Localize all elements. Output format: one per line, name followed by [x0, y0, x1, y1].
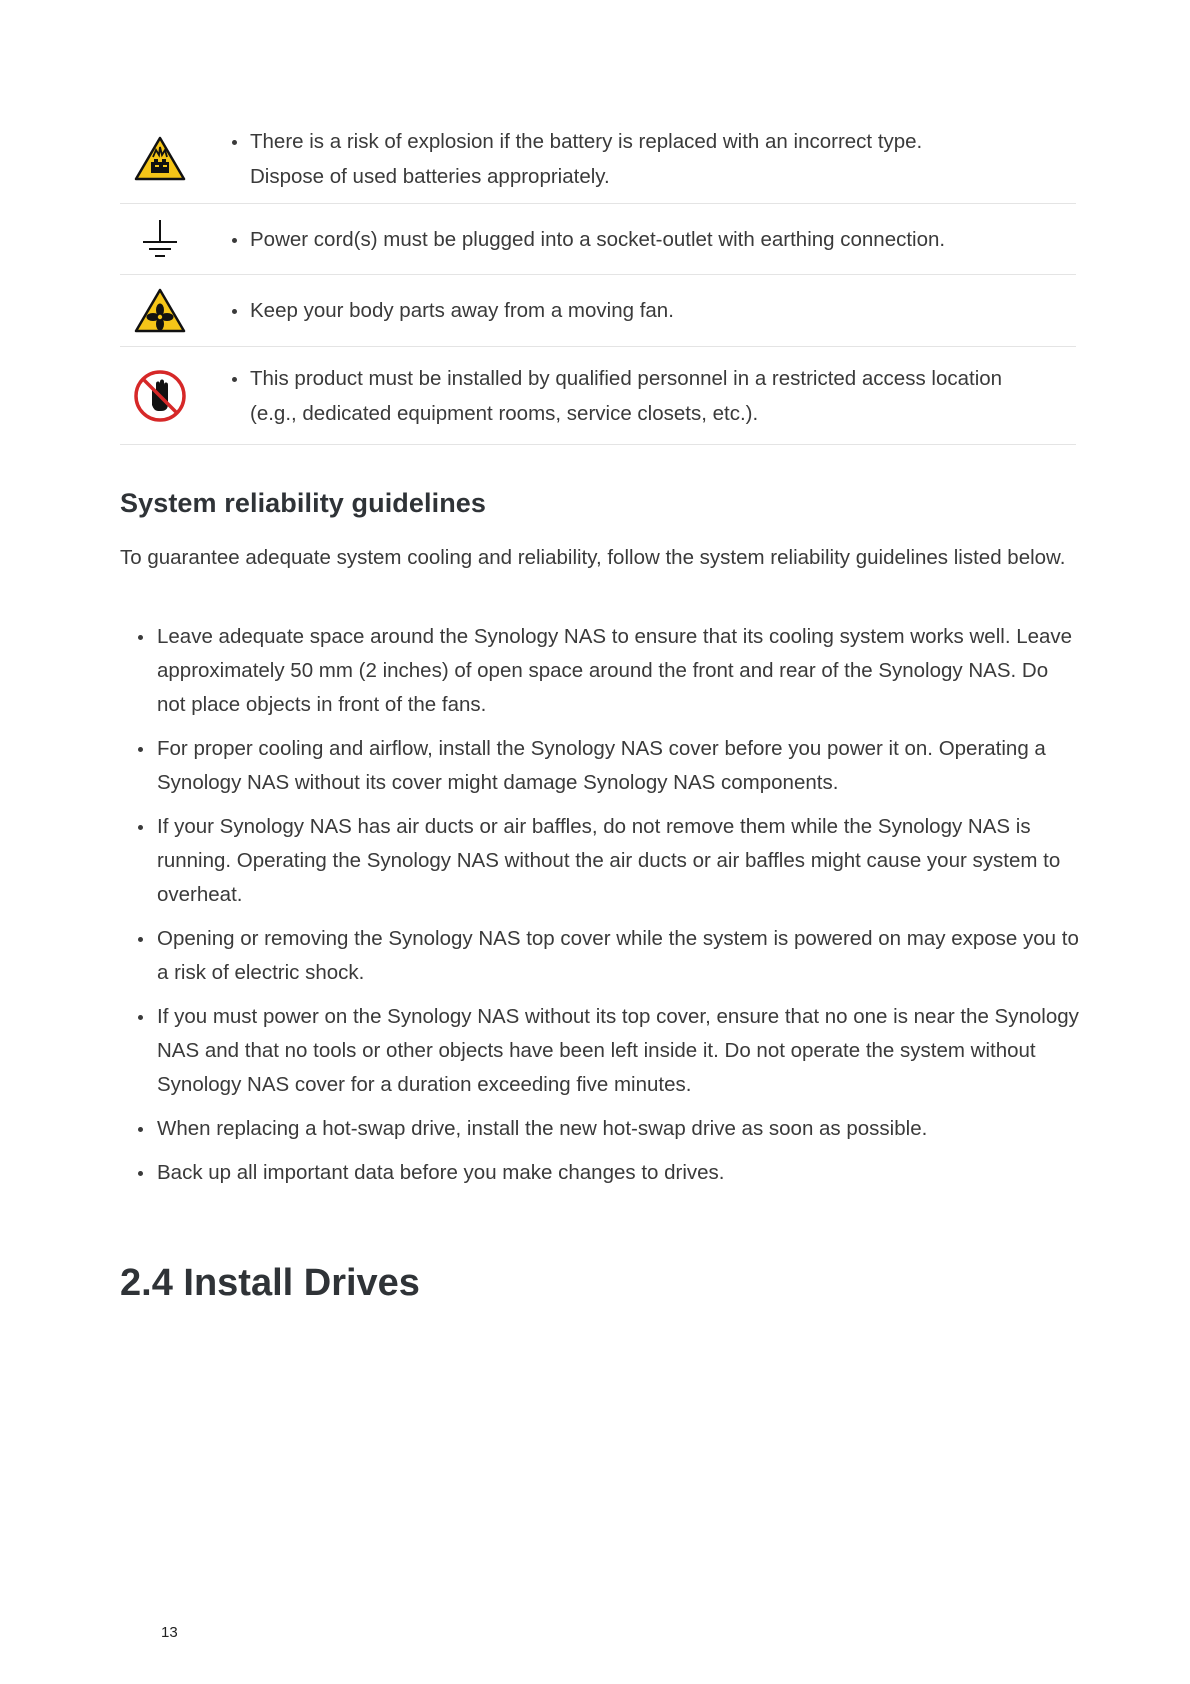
no-touch-restricted-icon: [120, 369, 200, 423]
list-item: If you must power on the Synology NAS without its top cover, ensure that no one is near the Synology NAS and that no tools or other objects have been left inside it. Do not operate the system without Synology NAS cover for a duration exceeding five minutes.: [120, 1000, 1080, 1102]
safety-item: [230, 222, 1076, 257]
safety-text: [200, 222, 1076, 257]
safety-line: Dispose of used batteries appropriately.: [250, 164, 610, 188]
list-item: Opening or removing the Synology NAS top cover while the system is powered on may expose you to a risk of electric shock.: [120, 922, 1080, 990]
safety-line: Keep your body parts away from a moving fan.: [250, 299, 674, 322]
safety-row-battery: [120, 114, 1076, 204]
safety-item: [230, 124, 1076, 194]
safety-line: (e.g., dedicated equipment rooms, service closets, etc.).: [250, 401, 759, 425]
list-item: Back up all important data before you make changes to drives.: [120, 1156, 1080, 1190]
safety-text: [200, 124, 1076, 194]
safety-item: [230, 293, 1076, 328]
safety-item: [230, 361, 1076, 431]
safety-text: [200, 293, 1076, 328]
moving-fan-warning-icon: [120, 287, 200, 335]
safety-row-earthing: [120, 204, 1076, 275]
safety-line: Power cord(s) must be plugged into a socket-outlet with earthing connection.: [250, 227, 946, 251]
safety-line: There is a risk of explosion if the battery is replaced with an incorrect type.: [250, 129, 923, 153]
page-number: 13: [161, 1624, 178, 1641]
safety-table: [120, 114, 1076, 445]
section-heading: System reliability guidelines: [120, 488, 487, 518]
guidelines-list: [120, 620, 1080, 1200]
safety-line: This product must be installed by qualified personnel in a restricted access location: [250, 366, 1003, 390]
earth-ground-icon: [120, 218, 200, 260]
list-item: When replacing a hot-swap drive, install the new hot-swap drive as soon as possible.: [120, 1112, 1080, 1146]
section-intro: To guarantee adequate system cooling and reliability, follow the system reliability guidelines listed below.: [120, 546, 1066, 569]
list-item: For proper cooling and airflow, install the Synology NAS cover before you power it on. Operating a Synology NAS without its cover might damage Synology NAS components.: [120, 732, 1080, 800]
safety-row-fan: [120, 275, 1076, 347]
safety-row-restricted: [120, 347, 1076, 445]
battery-explosion-warning-icon: [120, 135, 200, 183]
list-item: Leave adequate space around the Synology NAS to ensure that its cooling system works well. Leave approximately 50 mm (2 inches) of open space around the front and rear of the Synology NAS. Do not place objects in front of the fans.: [120, 620, 1080, 722]
chapter-heading: 2.4 Install Drives: [120, 1262, 420, 1304]
list-item: If your Synology NAS has air ducts or air baffles, do not remove them while the Synology NAS is running. Operating the Synology NAS without the air ducts or air baffles might cause your system to overheat.: [120, 810, 1080, 912]
safety-text: [200, 361, 1076, 431]
